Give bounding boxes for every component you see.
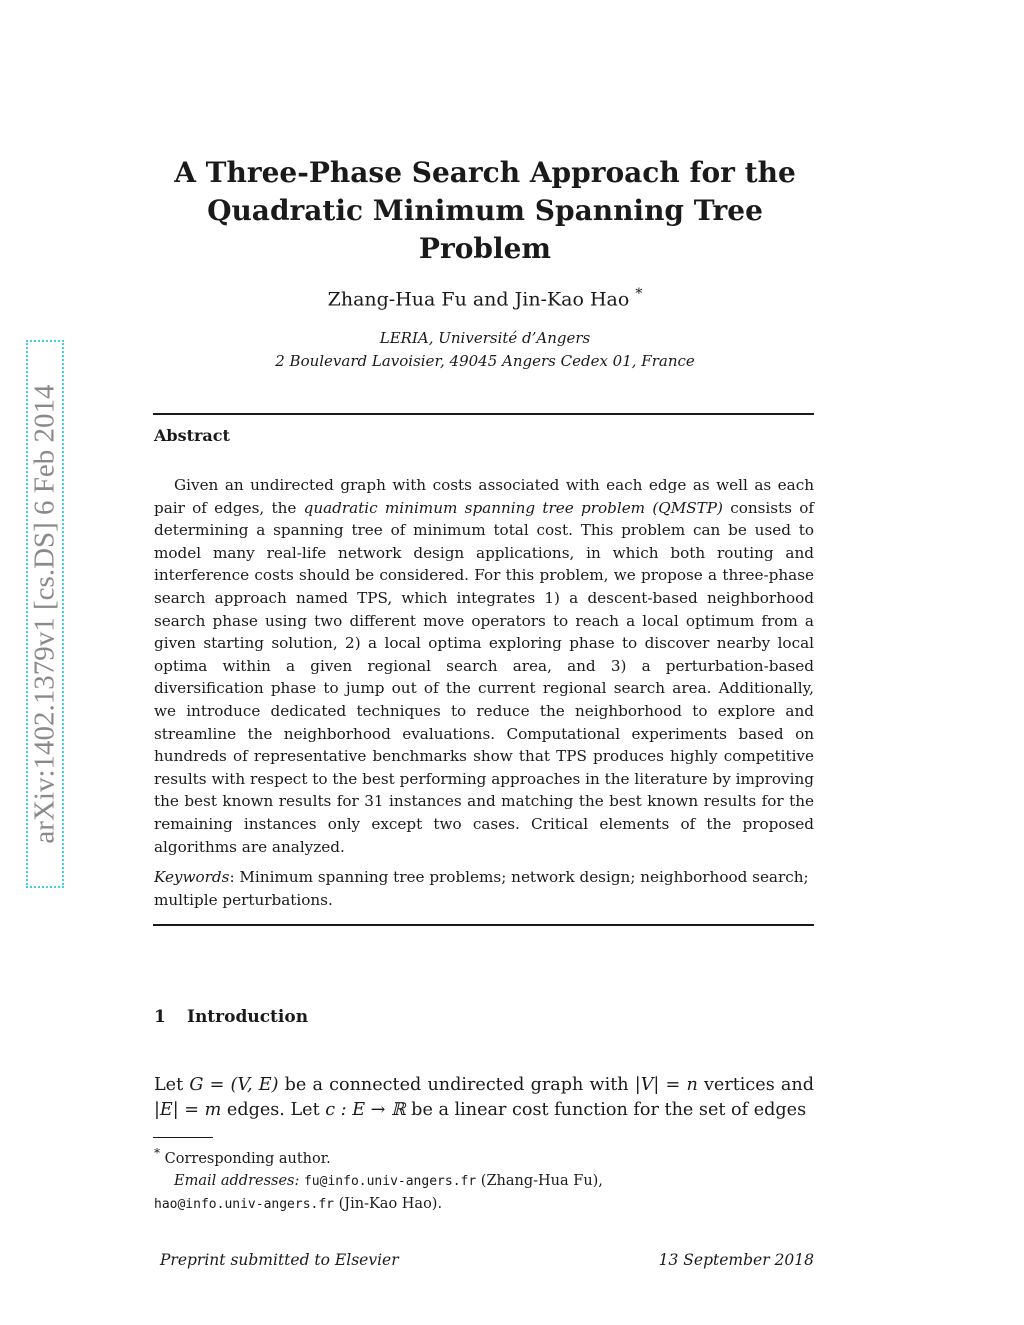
- abstract-text-start: Given an undirected graph with costs associated with each edge as well as each pair of edges, the: [154, 476, 814, 517]
- abstract-emphasis: quadratic minimum spanning tree problem (QMSTP): [303, 498, 723, 517]
- page-footer: [160, 1251, 814, 1269]
- corresponding-mark: *: [635, 286, 643, 302]
- footnote-mark: *: [154, 1146, 161, 1160]
- section-title: Introduction: [187, 1007, 309, 1027]
- footnote-text: Corresponding author.: [164, 1150, 331, 1167]
- affiliation-line-2: 2 Boulevard Lavoisier, 49045 Angers Cedex 01, France: [275, 352, 695, 370]
- arxiv-stamp: arXiv:1402.1379v1 [cs.DS] 6 Feb 2014: [28, 384, 61, 844]
- abstract-bottom-rule: [153, 924, 814, 926]
- intro-text: Let: [154, 1075, 190, 1095]
- footnote: [154, 1142, 814, 1216]
- email-name-2: (Jin-Kao Hao).: [338, 1195, 443, 1212]
- footer-preprint: Preprint submitted to Elsevier: [160, 1251, 399, 1269]
- abstract-heading: Abstract: [154, 426, 230, 445]
- intro-text: vertices and: [697, 1075, 814, 1095]
- affiliation-line-1: LERIA, Université d’Angers: [379, 329, 591, 347]
- abstract-text: [154, 474, 814, 858]
- abstract-text-rest: consists of determining a spanning tree of minimum total cost. This problem can be used to model many real-life network design applications, in which both routing and interference costs should be considered. For this problem, we propose a three-phase search approach named TPS, which integrates 1) a descent-based neighborhood search phase using two different move operators to reach a local optimum from a given starting solution, 2) a local optima exploring phase to discover nearby local optima within a given regional search area, and 3) a perturbation-based diversification phase to jump out of the current regional search area. Additionally, we introduce dedicated techniques to reduce the neighborhood to explore and streamline the neighborhood evaluations. Computational experiments based on hundreds of representative benchmarks show that TPS produces highly competitive results with respect to the best performing approaches in the literature by improving the best known results for 31 instances and matching the best known results for the remaining instances only except two cases. Critical elements of the proposed algorithms are analyzed.: [154, 498, 814, 856]
- intro-text: be a connected undirected graph with: [278, 1075, 635, 1095]
- keywords: [154, 866, 826, 911]
- email-label: Email addresses:: [174, 1172, 300, 1189]
- intro-paragraph: [154, 1073, 814, 1123]
- footnote-line-1: [154, 1142, 814, 1170]
- email-link-1[interactable]: fu@info.univ-angers.fr: [303, 1173, 477, 1189]
- keywords-text: : Minimum spanning tree problems; network design; neighborhood search; multiple perturbations.: [154, 868, 809, 909]
- keywords-label: Keywords: [154, 868, 230, 886]
- footnote-rule: [153, 1137, 213, 1138]
- intro-text: be a linear cost function for the set of edges: [405, 1100, 807, 1120]
- email-link-2[interactable]: hao@info.univ-angers.fr: [154, 1196, 335, 1212]
- title-line-1: A Three-Phase Search Approach for the: [174, 156, 796, 189]
- author-names: Zhang-Hua Fu and Jin-Kao Hao: [327, 288, 630, 311]
- section-heading: [154, 1007, 308, 1027]
- math-vertices: |V| = n: [634, 1075, 698, 1095]
- email-name-1: (Zhang-Hua Fu),: [480, 1172, 603, 1189]
- footer-date: 13 September 2018: [658, 1251, 814, 1269]
- math-edges: |E| = m: [154, 1100, 222, 1120]
- footnote-line-3: [154, 1193, 814, 1216]
- abstract-top-rule: [153, 413, 814, 415]
- title-line-2: Quadratic Minimum Spanning Tree Problem: [207, 194, 763, 265]
- author-line: [150, 286, 820, 310]
- math-cost-function: c : E → ℝ: [325, 1100, 406, 1120]
- intro-text: edges. Let: [221, 1100, 326, 1120]
- footnote-line-2: [154, 1170, 814, 1193]
- paper-title: [150, 154, 820, 268]
- section-number: 1: [154, 1007, 166, 1027]
- math-graph: G = (V, E): [189, 1075, 279, 1095]
